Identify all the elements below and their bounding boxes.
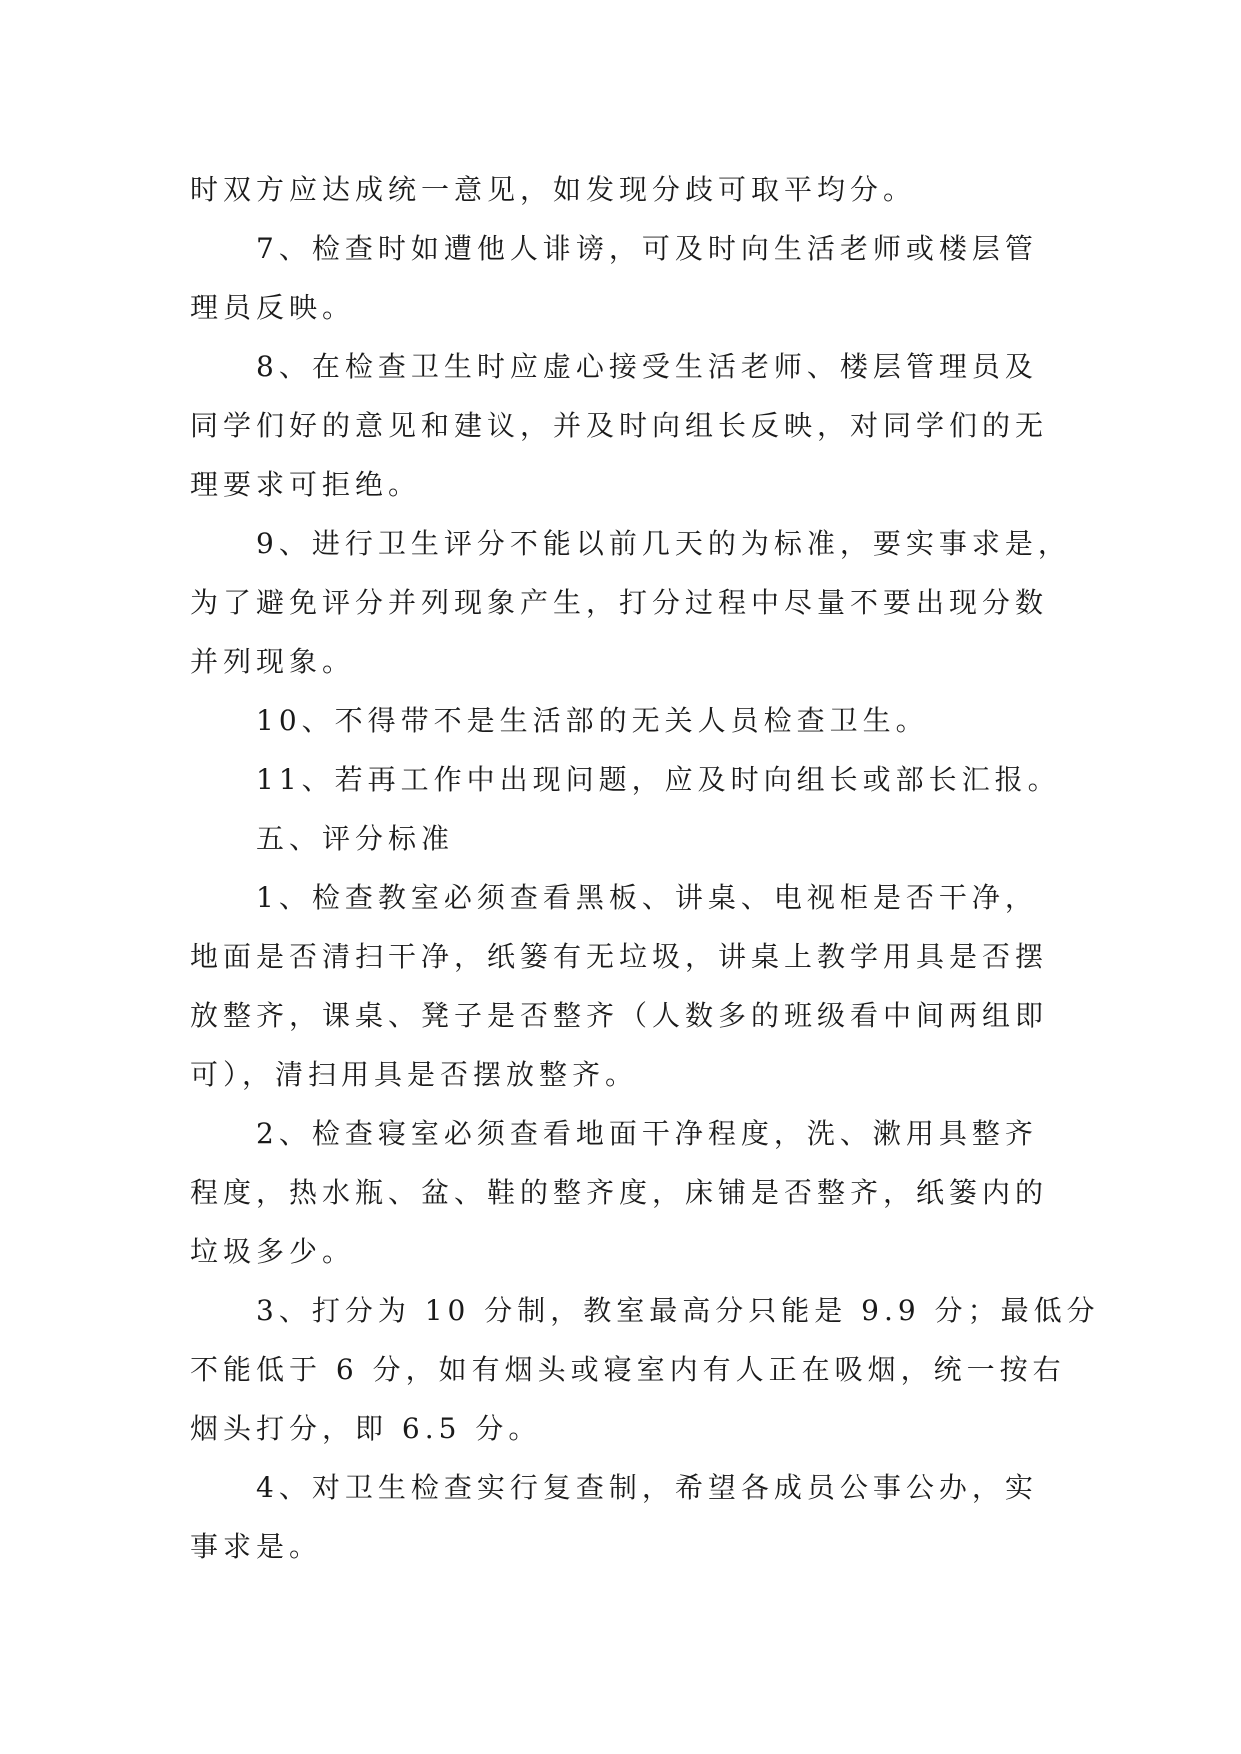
text-line-content: 4、对卫生检查实行复查制，希望各成员公事公办，实: [256, 1471, 1038, 1504]
text-line: [190, 573, 1070, 632]
text-line-content: 理员反映。: [190, 291, 356, 324]
text-line-content: 程度，热水瓶、盆、鞋的整齐度，床铺是否整齐，纸篓内的: [190, 1176, 1049, 1209]
text-line-content: 为了避免评分并列现象产生，打分过程中尽量不要出现分数: [190, 586, 1049, 619]
text-line: [190, 750, 1070, 809]
text-line: [190, 809, 1070, 868]
text-line: [190, 278, 1070, 337]
text-line-content: 7、检查时如遭他人诽谤，可及时向生活老师或楼层管: [256, 232, 1038, 265]
text-line: [190, 1517, 1070, 1576]
text-line-content: 2、检查寝室必须查看地面干净程度，洗、漱用具整齐: [256, 1117, 1038, 1150]
text-line: [190, 986, 1070, 1045]
text-line: [190, 1458, 1070, 1517]
text-line: [190, 396, 1070, 455]
text-line-content: 并列现象。: [190, 645, 356, 678]
text-line: [190, 1340, 1070, 1399]
document-body: [190, 160, 1100, 1576]
text-line: [190, 632, 1070, 691]
text-line-content: 同学们好的意见和建议，并及时向组长反映，对同学们的无: [190, 409, 1049, 442]
text-line-content: 理要求可拒绝。: [190, 468, 422, 501]
text-line-content: 9、进行卫生评分不能以前几天的为标准，要实事求是，: [256, 527, 1071, 560]
text-line-content: 五、评分标准: [256, 822, 455, 855]
text-line-content: 3、打分为 10 分制，教室最高分只能是 9.9 分；最低分: [256, 1294, 1100, 1327]
text-line: [190, 1399, 1070, 1458]
text-line: [190, 1222, 1070, 1281]
text-line: [190, 927, 1070, 986]
text-line-content: 不能低于 6 分，如有烟头或寝室内有人正在吸烟，统一按右: [190, 1353, 1066, 1386]
text-line: [190, 1163, 1070, 1222]
text-line: [190, 219, 1070, 278]
text-line: [190, 455, 1070, 514]
text-line-content: 时双方应达成统一意见，如发现分歧可取平均分。: [190, 173, 917, 206]
text-line-content: 垃圾多少。: [190, 1235, 356, 1268]
text-line: [190, 337, 1070, 396]
text-line-content: 可），清扫用具是否摆放整齐。: [190, 1058, 639, 1091]
text-line: [190, 514, 1070, 573]
text-line-content: 1、检查教室必须查看黑板、讲桌、电视柜是否干净，: [256, 881, 1038, 914]
text-line-content: 地面是否清扫干净，纸篓有无垃圾，讲桌上教学用具是否摆: [190, 940, 1049, 973]
text-line: [190, 1281, 1100, 1340]
text-line-content: 11、若再工作中出现问题，应及时向组长或部长汇报。: [256, 763, 1061, 796]
text-line-content: 10、不得带不是生活部的无关人员检查卫生。: [256, 704, 929, 737]
text-line-content: 8、在检查卫生时应虚心接受生活老师、楼层管理员及: [256, 350, 1038, 383]
text-line-content: 烟头打分，即 6.5 分。: [190, 1412, 542, 1445]
text-line-content: 放整齐，课桌、凳子是否整齐（人数多的班级看中间两组即: [190, 999, 1049, 1032]
text-line: [190, 1045, 1070, 1104]
text-line: [190, 160, 1070, 219]
text-line: [190, 868, 1070, 927]
text-line-content: 事求是。: [190, 1530, 323, 1563]
text-line: [190, 691, 1070, 750]
text-line: [190, 1104, 1070, 1163]
